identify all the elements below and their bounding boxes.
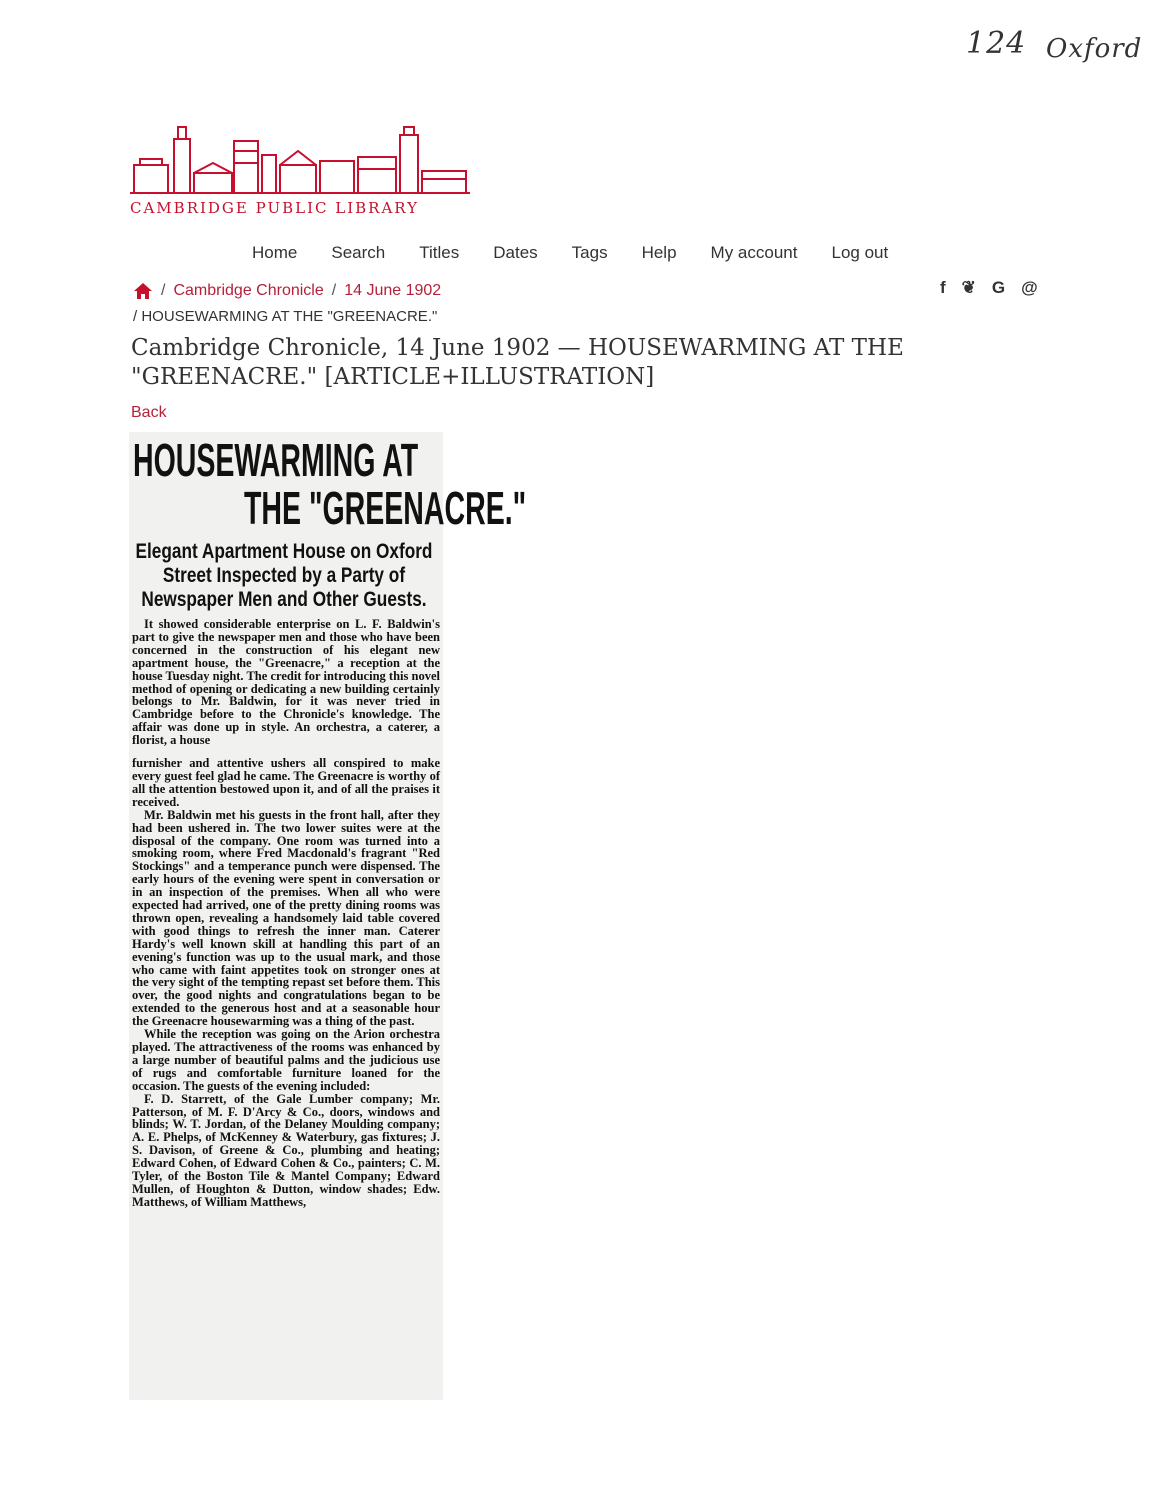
nav-search[interactable]: Search (331, 243, 386, 262)
library-logo[interactable] (130, 125, 470, 220)
google-icon[interactable]: G (991, 278, 1006, 297)
handwritten-number: 124 (966, 26, 1027, 61)
nav-my-account[interactable]: My account (710, 243, 798, 262)
article-headline: THE "GREENACRE." (244, 482, 527, 534)
skyline-icon (130, 125, 470, 195)
nav-log-out[interactable]: Log out (831, 243, 889, 262)
page-title: Cambridge Chronicle, 14 June 1902 — HOUSEWARMING AT THE "GREENACRE." [ARTICLE+ILLUSTRATION] (131, 335, 904, 390)
breadcrumb-article: HOUSEWARMING AT THE "GREENACRE." (141, 308, 438, 325)
breadcrumb-separator: / (161, 282, 166, 299)
nav-home[interactable]: Home (252, 243, 298, 262)
breadcrumb (133, 282, 441, 325)
back-link[interactable]: Back (131, 404, 167, 421)
logo-text: CAMBRIDGE PUBLIC LIBRARY (130, 199, 420, 217)
nav-tags[interactable]: Tags (571, 243, 608, 262)
article-paragraph: F. D. Starrett, of the Gale Lumber company; Mr. Patterson, of M. F. D'Arcy & Co., doors, windows and blinds; W. T. Jordan, of the Delaney Moulding company; A. E. Phelps, of McKenney & Waterbury, gas fixtures; J. S. Davison, of Greene & Co., plumbing and heating; Edward Cohen, of Edward Cohen & Co., painters; C. M. Tyler, of the Boston Tile & Mantel Company; Edward Mullen, of Houghton & Dutton, window shades; Edw. Matthews, of William Matthews, (132, 1091, 440, 1209)
article-paragraph: It showed considerable enterprise on L. F. Baldwin's part to give the newspaper men and those who have been concerned in the construction of his elegant new apartment house, the "Greenacre," a reception at the house Tuesday night. The credit for introducing this novel method of opening or dedicating a new building certainly belongs to Mr. Baldwin, for it was never tried in Cambridge before to the Chronicle's knowledge. The affair was done up in style. An orchestra, a caterer, a florist, a house (132, 617, 440, 748)
breadcrumb-date[interactable]: 14 June 1902 (344, 282, 442, 299)
breadcrumb-separator: / (133, 308, 138, 325)
article-paragraph: While the reception was going on the Arion orchestra played. The attractiveness of the rooms was enhanced by a large number of beautiful palms and the judicious use of rugs and comfortable furniture loaned for the occasion. The guests of the evening included: (132, 1027, 440, 1093)
email-icon[interactable]: @ (1021, 278, 1038, 297)
facebook-icon[interactable]: f (940, 278, 946, 297)
twitter-icon[interactable]: ❦ (961, 278, 976, 297)
handwritten-place: Oxford (1046, 34, 1143, 64)
nav-titles[interactable]: Titles (419, 243, 460, 262)
article-body (132, 618, 440, 1209)
nav-dates[interactable]: Dates (493, 243, 538, 262)
article-clipping (129, 432, 527, 1400)
article-paragraph: furnisher and attentive ushers all conspired to make every guest feel glad he came. The Greenacre is worthy of all the attention bestowed upon it, and of all the praises it received. (132, 756, 440, 809)
home-icon[interactable] (133, 282, 153, 300)
social-share (940, 278, 1038, 298)
article-headline: HOUSEWARMING AT (133, 434, 419, 486)
main-nav (252, 243, 888, 263)
breadcrumb-separator: / (331, 282, 337, 299)
nav-help[interactable]: Help (641, 243, 677, 262)
article-paragraph: Mr. Baldwin met his guests in the front hall, after they had been ushered in. The two lower suites were at the disposal of the company. One room was turned into a smoking room, where Fred Macdonald's fragrant "Red Stockings" and a temperance punch were dispensed. The early hours of the evening were spent in conversation or in an inspection of the premises. When all who were expected had arrived, one of the pretty dining rooms was thrown open, revealing a handsomely laid table covered with good things to refresh the inner man. Caterer Hardy's well known skill at handling this part of an evening's function was up to the usual mark, and those who came with faint appetites took on stronger ones at the very sight of the tempting repast set before them. This over, the good nights and congratulations began to be extended to the generous host and at a seasonable hour the Greenacre housewarming was a thing of the past. (132, 807, 440, 1029)
article-subheadline: Elegant Apartment House on Oxford Street Inspected by a Party of Newspaper Men and Other Guests. (135, 540, 433, 611)
breadcrumb-publication[interactable]: Cambridge Chronicle (173, 282, 324, 299)
